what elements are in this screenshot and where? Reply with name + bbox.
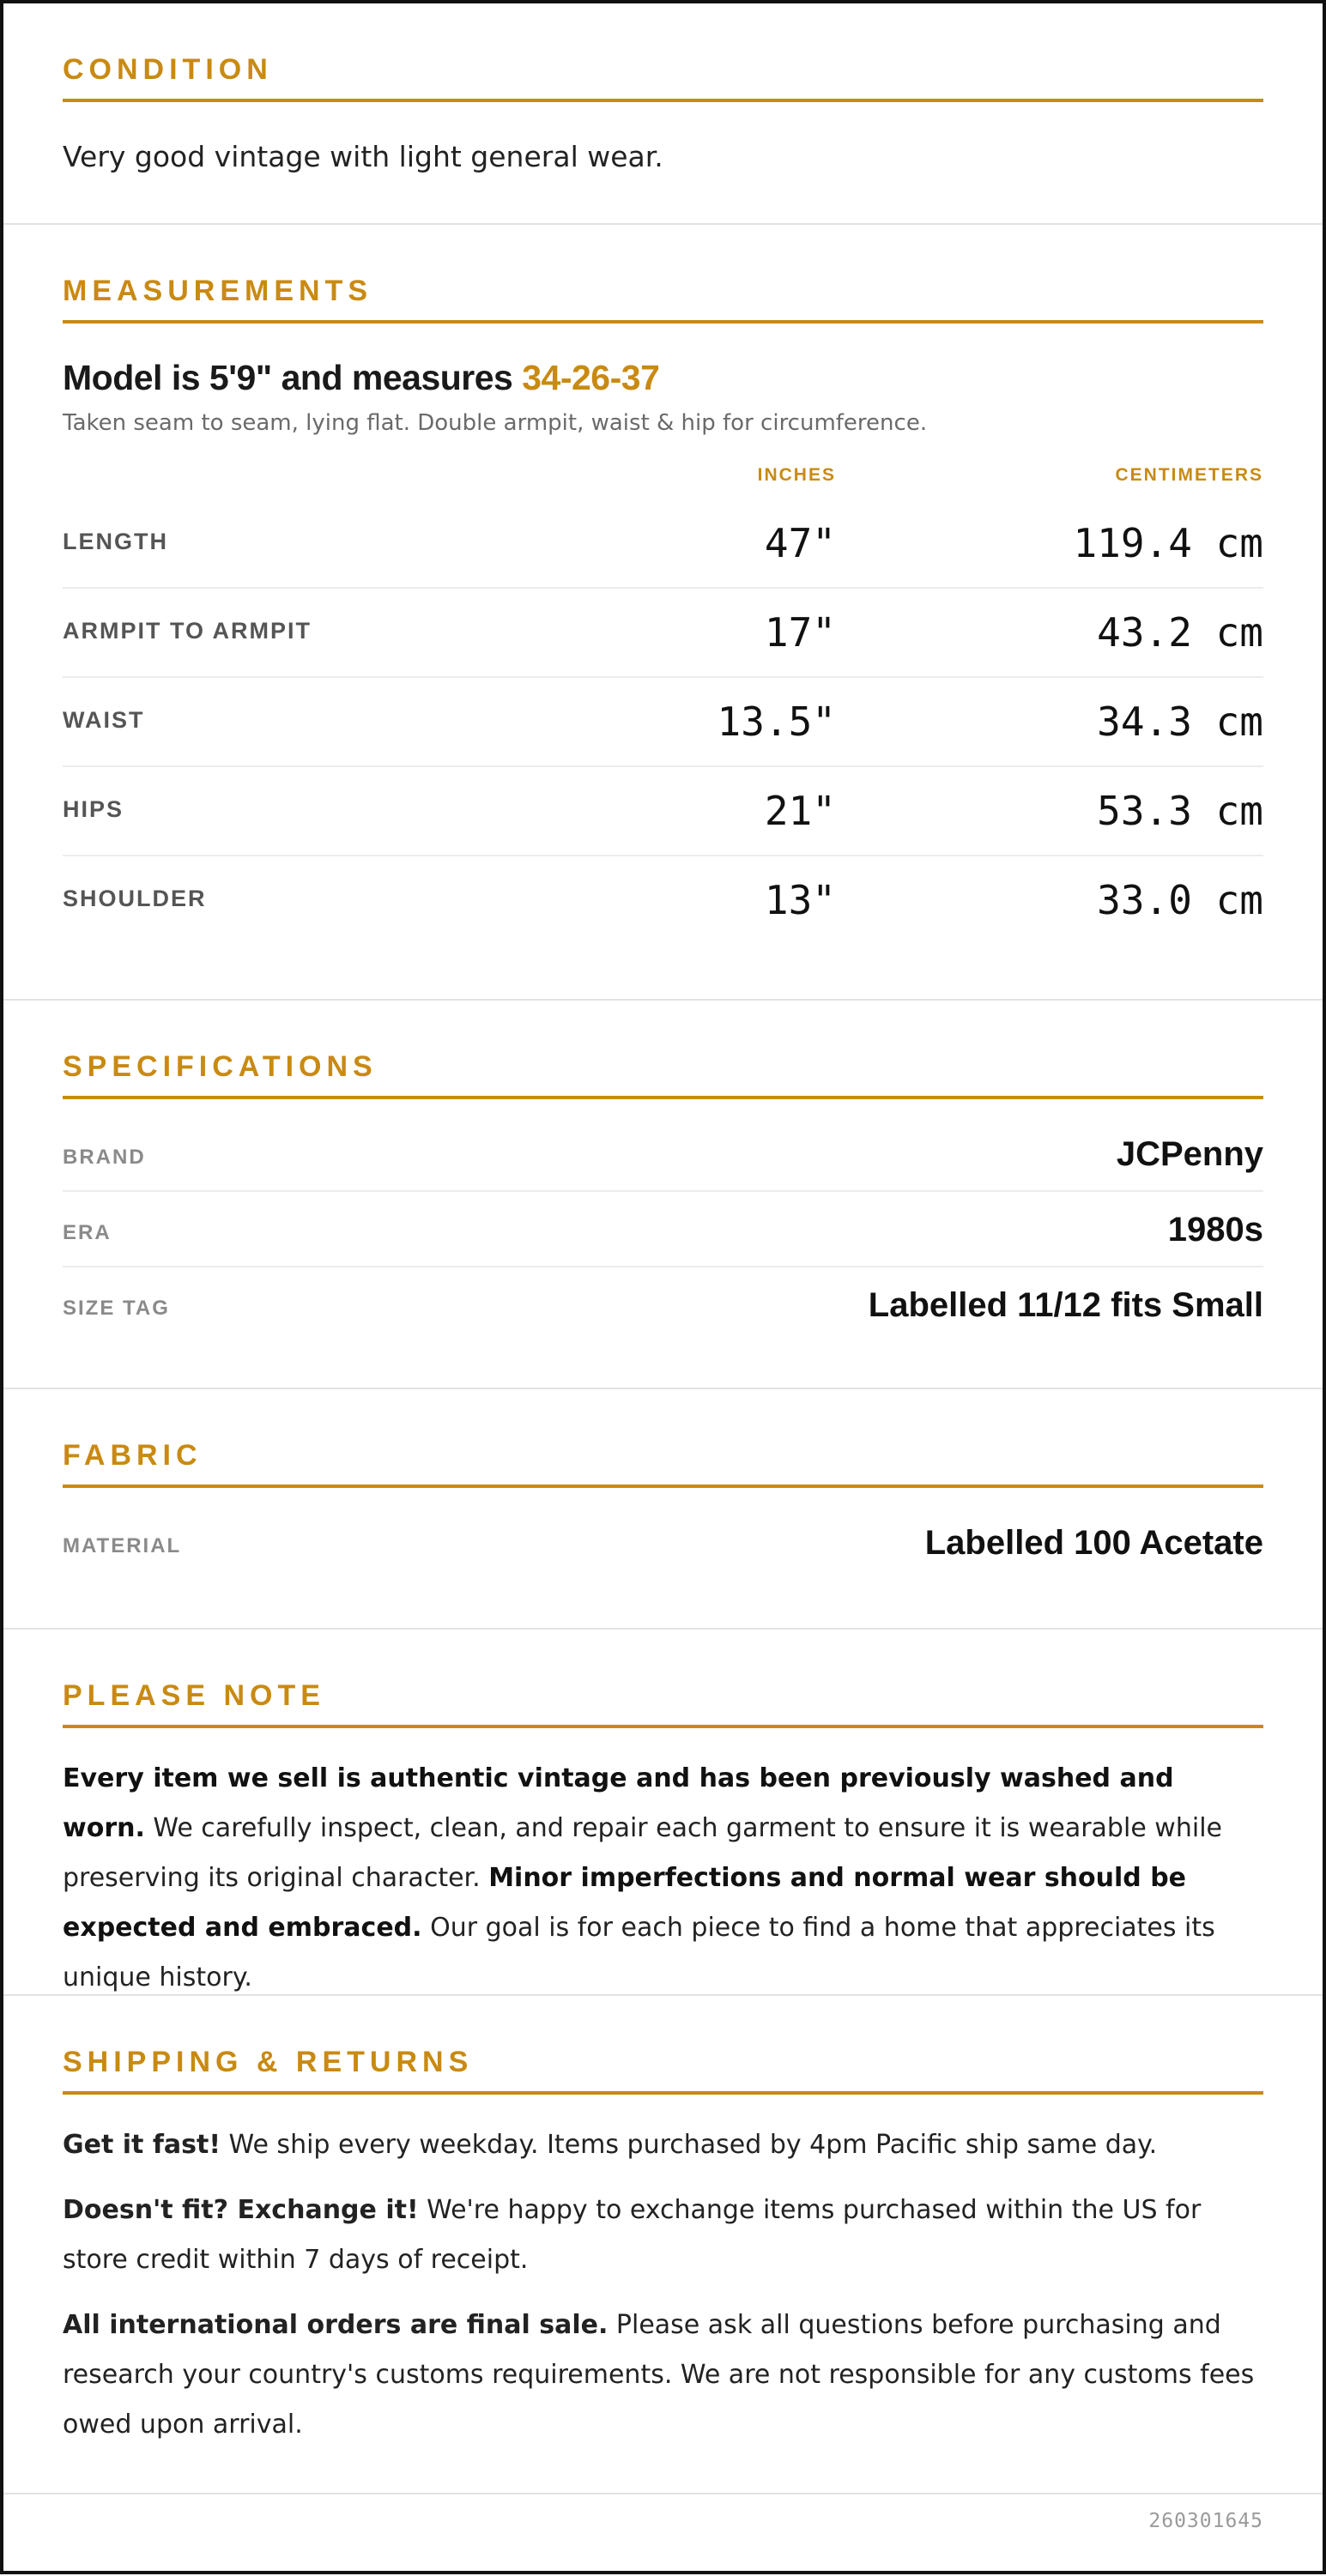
model-stats: 34-26-37 — [522, 358, 660, 397]
measurement-inches: 21" — [764, 788, 836, 834]
spec-value: Labelled 11/12 fits Small — [868, 1286, 1263, 1324]
item-id: 260301645 — [1148, 2510, 1263, 2532]
spec-row-brand — [63, 1116, 1263, 1192]
measurement-inches: 13.5" — [717, 698, 836, 745]
spec-label: SIZE TAG — [63, 1297, 170, 1320]
shipping-fast-text: We ship every weekday. Items purchased by 4pm Pacific ship same day. — [221, 2130, 1158, 2160]
measurement-instructions: Taken seam to seam, lying flat. Double armpit, waist & hip for circumference. — [63, 410, 928, 436]
measurement-label: HIPS — [63, 796, 124, 822]
measurement-column-headers — [63, 465, 1263, 499]
measurement-cm: 43.2 cm — [1097, 609, 1263, 656]
measurements-heading: MEASUREMENTS — [63, 275, 1263, 324]
spec-value: Labelled 100 Acetate — [924, 1524, 1263, 1562]
note-text-inspect: We carefully inspect, clean, and repair each garment to ensure it is wearable while preserving its original character. — [63, 1813, 1222, 1893]
inches-column-header: INCHES — [757, 465, 836, 485]
measurement-cm: 119.4 cm — [1073, 520, 1263, 566]
fabric-heading: FABRIC — [63, 1439, 1263, 1488]
measurement-label: ARMPIT TO ARMPIT — [63, 618, 312, 644]
measurements-section — [3, 225, 1323, 1001]
measurement-row-shoulder — [63, 856, 1263, 944]
spec-label: BRAND — [63, 1146, 146, 1169]
please-note-paragraph — [63, 1754, 1263, 2003]
measurement-inches: 47" — [764, 520, 836, 566]
measurement-cm: 53.3 cm — [1097, 788, 1263, 834]
shipping-fast-bold: Get it fast! — [63, 2130, 221, 2160]
note-bold-imperfections: Minor imperfections and normal wear should be expected and embraced. — [63, 1863, 1187, 1943]
measurement-table — [63, 499, 1263, 944]
spec-row-size-tag — [63, 1267, 1263, 1341]
please-note-section — [3, 1630, 1323, 1996]
shipping-paragraph-international — [63, 2301, 1263, 2450]
measurement-label: LENGTH — [63, 529, 168, 554]
centimeters-column-header: CENTIMETERS — [1115, 465, 1263, 485]
condition-heading: CONDITION — [63, 53, 1263, 102]
measurement-label: SHOULDER — [63, 886, 207, 911]
note-bold-authentic: Every item we sell is authentic vintage and has been previously washed and worn. — [63, 1763, 1174, 1843]
measurement-label: WAIST — [63, 707, 145, 733]
model-height-text: Model is 5'9" and measures — [63, 358, 523, 397]
spec-row-era — [63, 1192, 1263, 1267]
spec-value: JCPenny — [1116, 1135, 1263, 1173]
spec-value: 1980s — [1167, 1211, 1263, 1249]
spec-label: MATERIAL — [63, 1534, 182, 1557]
shipping-exchange-bold: Doesn't fit? Exchange it! — [63, 2195, 419, 2225]
shipping-section — [3, 1996, 1323, 2494]
note-text-goal: Our goal is for each piece to find a home that appreciates its unique history. — [63, 1913, 1215, 1992]
spec-label: ERA — [63, 1221, 112, 1244]
shipping-paragraph-fast — [63, 2120, 1263, 2170]
spec-row-material — [63, 1505, 1263, 1579]
please-note-heading: PLEASE NOTE — [63, 1679, 1263, 1728]
specifications-heading: SPECIFICATIONS — [63, 1050, 1263, 1099]
fabric-list — [63, 1505, 1263, 1579]
measurement-row-waist — [63, 678, 1263, 767]
measurement-row-hips — [63, 767, 1263, 856]
shipping-exchange-text: We're happy to exchange items purchased within the US for store credit within 7 days of receipt. — [63, 2195, 1202, 2275]
footer — [3, 2494, 1323, 2576]
specifications-list — [63, 1116, 1263, 1341]
measurement-inches: 17" — [764, 609, 836, 656]
measurement-row-armpit — [63, 589, 1263, 678]
measurement-row-length — [63, 499, 1263, 589]
specifications-section — [3, 1001, 1323, 1389]
shipping-international-bold: All international orders are final sale. — [63, 2310, 609, 2340]
measurement-inches: 13" — [764, 877, 836, 923]
shipping-paragraph-exchange — [63, 2186, 1263, 2285]
model-measurements — [63, 358, 1263, 398]
condition-text: Very good vintage with light general wear. — [63, 140, 663, 173]
measurement-cm: 33.0 cm — [1097, 877, 1263, 923]
condition-section — [3, 3, 1323, 225]
shipping-heading: SHIPPING & RETURNS — [63, 2046, 1263, 2095]
measurement-cm: 34.3 cm — [1097, 698, 1263, 745]
shipping-international-text: Please ask all questions before purchasing and research your country's customs requirements. We are not responsible for any customs fees owed upon arrival. — [63, 2310, 1255, 2440]
fabric-section — [3, 1389, 1323, 1630]
